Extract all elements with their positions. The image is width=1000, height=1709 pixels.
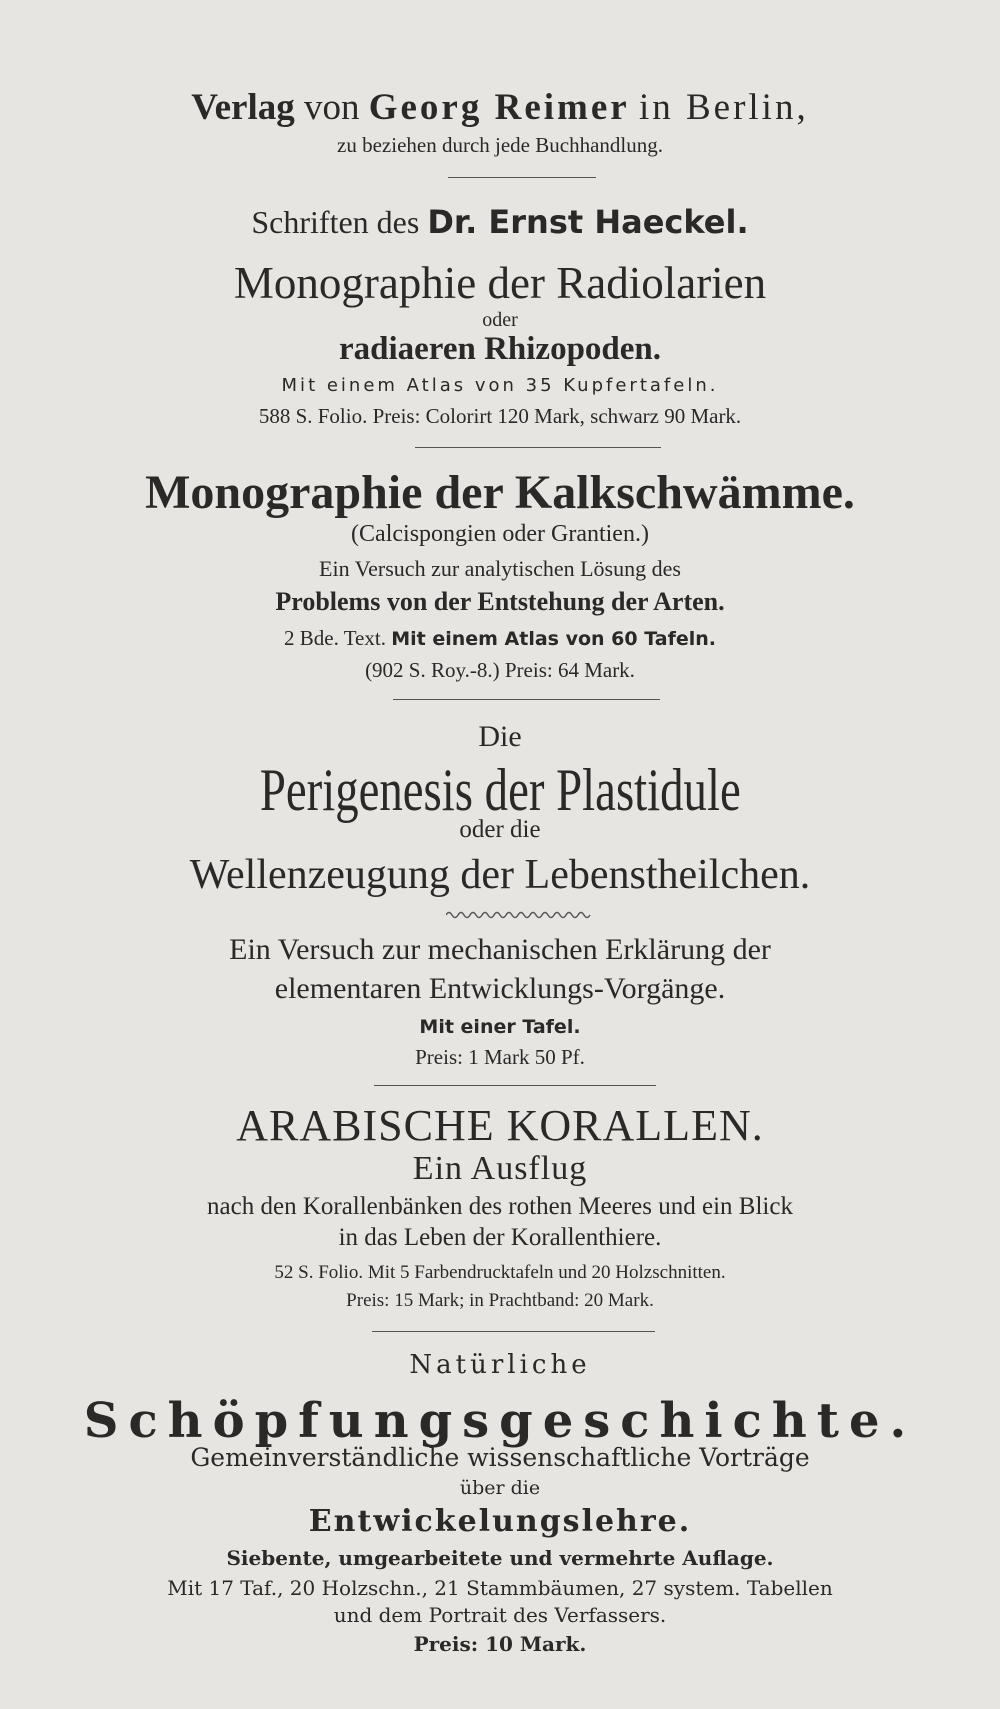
author-name: Dr. Ernst Haeckel. <box>427 203 749 241</box>
book1-subtitle: radiaeren Rhizopoden. <box>338 331 662 367</box>
book2-volumes: 2 Bde. Text. <box>284 626 386 650</box>
book3-desc2: elementaren Entwicklungs-Vorgänge. <box>274 972 726 1005</box>
publisher-line <box>0 86 1000 129</box>
book3-title-wrap <box>0 756 1000 825</box>
book4-desc2: in das Leben der Korallenthiere. <box>338 1224 662 1251</box>
book5-details1: Mit 17 Taf., 20 Holzschn., 21 Stammbäumen, 27 system. Tabellen <box>167 1576 833 1600</box>
divider <box>415 447 661 448</box>
divider <box>372 1331 655 1332</box>
book4-title: ARABISCHE KORALLEN. <box>236 1101 764 1150</box>
book5-ueber: über die <box>459 1477 541 1499</box>
book1-title: Monographie der Radiolarien <box>233 258 767 308</box>
book1-oder: oder <box>482 309 518 331</box>
book2-subtitle: (Calcispongien oder Grantien.) <box>351 521 649 547</box>
publisher-city: in Berlin, <box>638 87 809 128</box>
publisher-subline: zu beziehen durch jede Buchhandlung. <box>337 133 663 157</box>
book2-problem: Problems von der Entstehung der Arten. <box>275 587 725 616</box>
book5-price: Preis: 10 Mark. <box>413 1632 587 1656</box>
divider <box>448 177 596 178</box>
book3-price: Preis: 1 Mark 50 Pf. <box>415 1045 585 1069</box>
publisher-von: von <box>303 87 360 128</box>
book4-details: 52 S. Folio. Mit 5 Farbendrucktafeln und 20 Holzschnitten. <box>274 1262 726 1283</box>
book4-desc1: nach den Korallenbänken des rothen Meeres und ein Blick <box>207 1193 793 1220</box>
book4-price: Preis: 15 Mark; in Prachtband: 20 Mark. <box>346 1290 654 1311</box>
author-prefix: Schriften des <box>251 204 420 240</box>
book4-subtitle: Ein Ausflug <box>412 1150 588 1187</box>
book2-price: (902 S. Roy.-8.) Preis: 64 Mark. <box>365 658 635 682</box>
divider <box>374 1085 656 1086</box>
book5-desc: Gemeinverständliche wissenschaftliche Vorträge <box>190 1443 810 1472</box>
book5-edition: Siebente, umgearbeitete und vermehrte Auflage. <box>226 1546 774 1570</box>
book3-desc1: Ein Versuch zur mechanischen Erklärung der <box>229 933 771 966</box>
book2-desc: Ein Versuch zur analytischen Lösung des <box>319 556 681 581</box>
book5-pre: Natürliche <box>409 1350 591 1380</box>
book3-die: Die <box>478 720 522 753</box>
book5-details2: und dem Portrait des Verfassers. <box>333 1603 667 1627</box>
book3-oder: oder die <box>459 816 541 843</box>
book5-title: Schöpfungsgeschichte. <box>83 1393 917 1449</box>
divider <box>393 699 660 700</box>
publisher-name: Georg Reimer <box>368 87 630 128</box>
book3-subtitle: Wellenzeugung der Lebenstheilchen. <box>189 852 811 898</box>
book3-title: Perigenesis der Plastidule <box>259 757 741 823</box>
wave-ornament <box>446 909 592 921</box>
book1-atlas: Mit einem Atlas von 35 Kupfertafeln. <box>281 375 719 396</box>
book5-subtitle: Entwickelungslehre. <box>308 1504 692 1539</box>
book3-plate: Mit einer Tafel. <box>419 1016 581 1038</box>
author-line <box>0 203 1000 241</box>
book1-price: 588 S. Folio. Preis: Colorirt 120 Mark, schwarz 90 Mark. <box>258 404 742 428</box>
book2-title: Monographie der Kalkschwämme. <box>145 466 855 519</box>
publisher-verlag: Verlag <box>191 87 295 128</box>
book2-text-line <box>0 626 1000 651</box>
book2-atlas: Mit einem Atlas von 60 Tafeln. <box>391 628 716 650</box>
